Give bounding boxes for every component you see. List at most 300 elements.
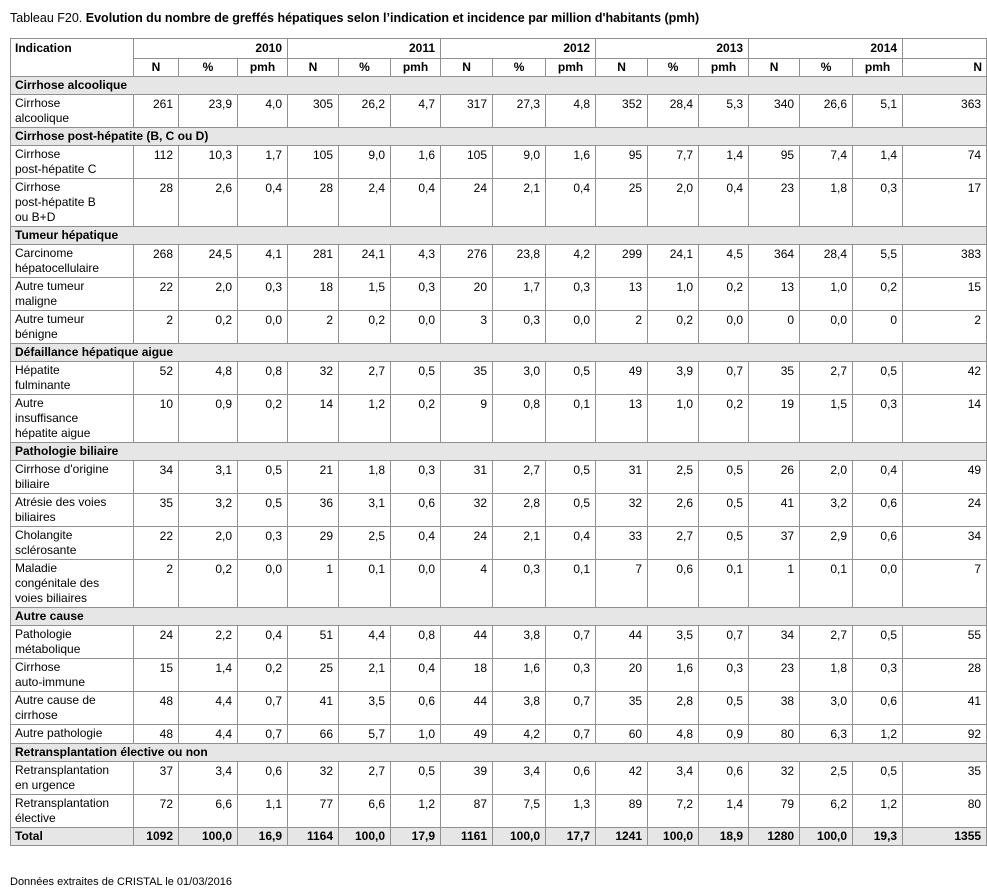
table-cell: 4,4 xyxy=(179,692,238,725)
table-cell: 2,1 xyxy=(493,527,546,560)
table-cell: 0,6 xyxy=(391,494,441,527)
table-cell: 27,3 xyxy=(493,95,546,128)
table-cell: 0,6 xyxy=(648,560,699,608)
table-cell: 22 xyxy=(134,527,179,560)
label-line: Retransplantation xyxy=(15,763,110,777)
indication-label xyxy=(11,146,134,179)
table-row xyxy=(11,494,987,527)
table-cell: 33 xyxy=(596,527,648,560)
indication-label xyxy=(11,245,134,278)
indication-label xyxy=(11,626,134,659)
table-cell: 35 xyxy=(134,494,179,527)
category-row xyxy=(11,744,987,762)
table-cell: 0,3 xyxy=(853,395,903,443)
table-cell: 32 xyxy=(749,762,800,795)
label-line: Cirrhose xyxy=(15,660,61,674)
total-cell: 19,3 xyxy=(853,828,903,846)
table-cell: 1,6 xyxy=(648,659,699,692)
table-cell: 0,0 xyxy=(238,560,288,608)
indication-label xyxy=(11,311,134,344)
total-cell: 17,9 xyxy=(391,828,441,846)
col-n-header: N xyxy=(134,59,179,77)
year-header: 2010 xyxy=(134,39,288,59)
category-row xyxy=(11,227,987,245)
table-cell: 2,7 xyxy=(800,626,853,659)
table-cell: 89 xyxy=(596,795,648,828)
table-cell: 0,6 xyxy=(699,762,749,795)
table-cell: 1,5 xyxy=(339,278,391,311)
table-cell: 0,3 xyxy=(391,461,441,494)
table-cell: 105 xyxy=(441,146,493,179)
indication-label xyxy=(11,362,134,395)
table-cell: 0,5 xyxy=(546,362,596,395)
table-cell: 0,3 xyxy=(853,179,903,227)
table-cell: 0,2 xyxy=(179,311,238,344)
table-cell: 10 xyxy=(134,395,179,443)
table-cell: 0,5 xyxy=(853,362,903,395)
table-cell: 2,8 xyxy=(648,692,699,725)
table-cell: 55 xyxy=(903,626,987,659)
table-cell: 34 xyxy=(749,626,800,659)
indication-label xyxy=(11,795,134,828)
table-cell: 34 xyxy=(903,527,987,560)
table-cell: 25 xyxy=(288,659,339,692)
table-body xyxy=(11,77,987,846)
table-cell: 35 xyxy=(596,692,648,725)
col-pct-header: % xyxy=(648,59,699,77)
table-cell: 0,5 xyxy=(699,461,749,494)
table-cell: 23,9 xyxy=(179,95,238,128)
table-cell: 0,8 xyxy=(493,395,546,443)
table-cell: 41 xyxy=(288,692,339,725)
table-cell: 3,5 xyxy=(648,626,699,659)
table-cell: 24 xyxy=(441,179,493,227)
header-sub-row xyxy=(11,59,987,77)
table-cell: 0,3 xyxy=(493,311,546,344)
label-line: voies biliaires xyxy=(15,591,88,605)
table-cell: 4,8 xyxy=(179,362,238,395)
table-cell: 1 xyxy=(288,560,339,608)
table-cell: 1,0 xyxy=(648,395,699,443)
table-cell: 1,4 xyxy=(853,146,903,179)
table-cell: 95 xyxy=(596,146,648,179)
label-line: en urgence xyxy=(15,778,76,792)
table-cell: 26,6 xyxy=(800,95,853,128)
table-cell: 0,2 xyxy=(699,278,749,311)
table-cell: 0,4 xyxy=(546,527,596,560)
table-cell: 7,5 xyxy=(493,795,546,828)
table-cell: 2,1 xyxy=(493,179,546,227)
label-line: Autre tumeur xyxy=(15,312,85,326)
table-cell: 0,1 xyxy=(800,560,853,608)
table-cell: 1,2 xyxy=(339,395,391,443)
table-cell: 1,3 xyxy=(546,795,596,828)
table-cell: 0,4 xyxy=(391,179,441,227)
table-title xyxy=(10,11,699,25)
total-cell: 100,0 xyxy=(493,828,546,846)
table-cell: 0,3 xyxy=(391,278,441,311)
table-cell: 0 xyxy=(853,311,903,344)
table-cell: 0,0 xyxy=(391,560,441,608)
category-label: Autre cause xyxy=(11,608,987,626)
table-cell: 2,0 xyxy=(800,461,853,494)
table-cell: 0,6 xyxy=(391,692,441,725)
total-cell: 100,0 xyxy=(179,828,238,846)
table-cell: 2,7 xyxy=(339,762,391,795)
table-cell: 24 xyxy=(903,494,987,527)
table-row xyxy=(11,245,987,278)
label-line: post-hépatite B xyxy=(15,195,96,209)
table-cell: 5,3 xyxy=(699,95,749,128)
label-line: élective xyxy=(15,811,56,825)
table-cell: 24,5 xyxy=(179,245,238,278)
table-cell: 42 xyxy=(903,362,987,395)
table-cell: 31 xyxy=(441,461,493,494)
table-container xyxy=(10,38,983,846)
table-row xyxy=(11,362,987,395)
table-cell: 37 xyxy=(749,527,800,560)
table-cell: 5,5 xyxy=(853,245,903,278)
table-cell: 7,2 xyxy=(648,795,699,828)
label-line: biliaires xyxy=(15,510,56,524)
table-cell: 1,2 xyxy=(853,725,903,744)
table-cell: 0,5 xyxy=(391,362,441,395)
table-cell: 9,0 xyxy=(493,146,546,179)
table-cell: 72 xyxy=(134,795,179,828)
table-cell: 80 xyxy=(749,725,800,744)
table-cell: 0,6 xyxy=(238,762,288,795)
table-cell: 18 xyxy=(441,659,493,692)
table-cell: 3,1 xyxy=(179,461,238,494)
table-cell: 0,0 xyxy=(546,311,596,344)
table-cell: 363 xyxy=(903,95,987,128)
table-cell: 1,8 xyxy=(800,659,853,692)
table-row xyxy=(11,795,987,828)
col-pmh-header: pmh xyxy=(391,59,441,77)
table-cell: 51 xyxy=(288,626,339,659)
label-line: post-hépatite C xyxy=(15,162,97,176)
table-cell: 1,4 xyxy=(179,659,238,692)
label-line: insuffisance xyxy=(15,411,79,425)
indication-label xyxy=(11,95,134,128)
table-cell: 1,6 xyxy=(391,146,441,179)
table-cell: 10,3 xyxy=(179,146,238,179)
table-cell: 1,5 xyxy=(800,395,853,443)
table-cell: 0,5 xyxy=(391,762,441,795)
table-cell: 39 xyxy=(441,762,493,795)
table-cell: 26,2 xyxy=(339,95,391,128)
table-cell: 0,3 xyxy=(238,278,288,311)
table-cell: 0,6 xyxy=(853,527,903,560)
table-cell: 74 xyxy=(903,146,987,179)
table-cell: 9 xyxy=(441,395,493,443)
label-line: cirrhose xyxy=(15,708,58,722)
table-cell: 2 xyxy=(596,311,648,344)
table-cell: 1,6 xyxy=(546,146,596,179)
table-cell: 4,0 xyxy=(238,95,288,128)
table-cell: 4,3 xyxy=(391,245,441,278)
table-cell: 2,2 xyxy=(179,626,238,659)
table-cell: 32 xyxy=(288,762,339,795)
indication-label xyxy=(11,461,134,494)
label-line: Hépatite xyxy=(15,363,60,377)
table-cell: 2,6 xyxy=(648,494,699,527)
table-cell: 19 xyxy=(749,395,800,443)
table-cell: 2,1 xyxy=(339,659,391,692)
indication-label xyxy=(11,395,134,443)
total-cell: 1161 xyxy=(441,828,493,846)
table-cell: 1,8 xyxy=(800,179,853,227)
table-cell: 3,0 xyxy=(800,692,853,725)
col-n-header: N xyxy=(596,59,648,77)
col-n-header: N xyxy=(441,59,493,77)
table-cell: 48 xyxy=(134,692,179,725)
table-row xyxy=(11,560,987,608)
table-cell: 3,4 xyxy=(179,762,238,795)
table-cell: 1,1 xyxy=(238,795,288,828)
table-cell: 14 xyxy=(288,395,339,443)
year-header: 2012 xyxy=(441,39,596,59)
label-line: Atrésie des voies xyxy=(15,495,107,509)
table-cell: 0,1 xyxy=(546,560,596,608)
table-cell: 4,8 xyxy=(648,725,699,744)
total-cell: 100,0 xyxy=(339,828,391,846)
table-cell: 2,6 xyxy=(179,179,238,227)
label-line: biliaire xyxy=(15,477,50,491)
table-row xyxy=(11,311,987,344)
col-pct-header: % xyxy=(493,59,546,77)
table-row xyxy=(11,527,987,560)
table-cell: 0,5 xyxy=(853,626,903,659)
table-cell: 268 xyxy=(134,245,179,278)
label-line: hépatocellulaire xyxy=(15,261,100,275)
table-cell: 2 xyxy=(903,311,987,344)
table-cell: 41 xyxy=(749,494,800,527)
total-cell: 17,7 xyxy=(546,828,596,846)
table-cell: 3,2 xyxy=(179,494,238,527)
table-cell: 0,0 xyxy=(699,311,749,344)
table-row xyxy=(11,692,987,725)
table-cell: 0,4 xyxy=(391,659,441,692)
table-cell: 7,7 xyxy=(648,146,699,179)
table-row xyxy=(11,659,987,692)
table-cell: 305 xyxy=(288,95,339,128)
label-line: alcoolique xyxy=(15,111,70,125)
table-cell: 13 xyxy=(596,395,648,443)
table-cell: 3,5 xyxy=(339,692,391,725)
table-cell: 22 xyxy=(134,278,179,311)
table-cell: 6,6 xyxy=(179,795,238,828)
category-row xyxy=(11,128,987,146)
year-header: 2011 xyxy=(288,39,441,59)
table-cell: 0,4 xyxy=(238,626,288,659)
table-cell: 0,2 xyxy=(238,659,288,692)
table-cell: 4,8 xyxy=(546,95,596,128)
total-cell: 100,0 xyxy=(648,828,699,846)
label-line: ou B+D xyxy=(15,210,56,224)
table-cell: 0,5 xyxy=(699,494,749,527)
table-cell: 49 xyxy=(903,461,987,494)
col-pmh-header: pmh xyxy=(546,59,596,77)
table-cell: 23,8 xyxy=(493,245,546,278)
col-pmh-header: pmh xyxy=(853,59,903,77)
table-cell: 112 xyxy=(134,146,179,179)
table-cell: 0,5 xyxy=(546,494,596,527)
table-cell: 17 xyxy=(903,179,987,227)
table-cell: 6,6 xyxy=(339,795,391,828)
table-cell: 4,4 xyxy=(339,626,391,659)
table-cell: 3,9 xyxy=(648,362,699,395)
label-line: Cirrhose xyxy=(15,96,61,110)
table-cell: 364 xyxy=(749,245,800,278)
table-cell: 0,5 xyxy=(546,461,596,494)
table-cell: 2,5 xyxy=(800,762,853,795)
table-cell: 2,7 xyxy=(648,527,699,560)
table-cell: 0,2 xyxy=(238,395,288,443)
table-row xyxy=(11,461,987,494)
table-cell: 24 xyxy=(134,626,179,659)
indication-label xyxy=(11,725,134,744)
table-cell: 23 xyxy=(749,659,800,692)
table-cell: 105 xyxy=(288,146,339,179)
table-cell: 0,2 xyxy=(391,395,441,443)
table-cell: 44 xyxy=(441,692,493,725)
table-cell: 0,4 xyxy=(853,461,903,494)
data-table xyxy=(10,38,987,846)
col-n-header: N xyxy=(749,59,800,77)
category-label: Défaillance hépatique aigue xyxy=(11,344,987,362)
table-cell: 1,4 xyxy=(699,146,749,179)
table-cell: 3,4 xyxy=(493,762,546,795)
category-label: Cirrhose post-hépatite (B, C ou D) xyxy=(11,128,987,146)
table-row xyxy=(11,179,987,227)
category-row xyxy=(11,608,987,626)
table-cell: 4,2 xyxy=(493,725,546,744)
category-label: Cirrhose alcoolique xyxy=(11,77,987,95)
total-cell: 16,9 xyxy=(238,828,288,846)
table-row xyxy=(11,278,987,311)
table-cell: 0,4 xyxy=(699,179,749,227)
table-cell: 9,0 xyxy=(339,146,391,179)
table-cell: 0,6 xyxy=(853,494,903,527)
table-cell: 41 xyxy=(903,692,987,725)
table-cell: 49 xyxy=(596,362,648,395)
table-cell: 0,6 xyxy=(853,692,903,725)
table-cell: 4,1 xyxy=(238,245,288,278)
col-pct-header: % xyxy=(339,59,391,77)
table-cell: 2,9 xyxy=(800,527,853,560)
label-line: Cirrhose xyxy=(15,180,61,194)
table-cell: 4 xyxy=(441,560,493,608)
table-cell: 2 xyxy=(134,560,179,608)
table-cell: 21 xyxy=(288,461,339,494)
table-cell: 3 xyxy=(441,311,493,344)
table-cell: 1,0 xyxy=(391,725,441,744)
table-cell: 1,0 xyxy=(648,278,699,311)
table-cell: 44 xyxy=(441,626,493,659)
label-line: Autre pathologie xyxy=(15,726,103,740)
table-cell: 29 xyxy=(288,527,339,560)
table-cell: 0,3 xyxy=(238,527,288,560)
category-label: Tumeur hépatique xyxy=(11,227,987,245)
table-cell: 0,0 xyxy=(238,311,288,344)
total-cell: 1164 xyxy=(288,828,339,846)
col-pct-header: % xyxy=(179,59,238,77)
label-line: Cirrhose xyxy=(15,147,61,161)
table-row xyxy=(11,95,987,128)
table-cell: 0,1 xyxy=(339,560,391,608)
label-line: Maladie xyxy=(15,561,58,575)
table-cell: 6,2 xyxy=(800,795,853,828)
label-line: Retransplantation xyxy=(15,796,110,810)
table-cell: 28 xyxy=(288,179,339,227)
table-cell: 32 xyxy=(596,494,648,527)
table-cell: 80 xyxy=(903,795,987,828)
table-cell: 1,8 xyxy=(339,461,391,494)
table-title-text: Evolution du nombre de greffés hépatiques selon l’indication et incidence par million d'habitants (pmh) xyxy=(85,11,700,25)
table-cell: 48 xyxy=(134,725,179,744)
year-header: 2013 xyxy=(596,39,749,59)
label-line: sclérosante xyxy=(15,543,77,557)
table-cell: 66 xyxy=(288,725,339,744)
table-row xyxy=(11,395,987,443)
table-cell: 87 xyxy=(441,795,493,828)
table-cell: 0,5 xyxy=(238,461,288,494)
category-row xyxy=(11,77,987,95)
table-cell: 34 xyxy=(134,461,179,494)
table-row xyxy=(11,762,987,795)
table-cell: 4,7 xyxy=(391,95,441,128)
table-cell: 0,7 xyxy=(546,692,596,725)
table-cell: 52 xyxy=(134,362,179,395)
table-cell: 13 xyxy=(749,278,800,311)
source-note: Données extraites de CRISTAL le 01/03/2016 xyxy=(10,876,232,888)
table-cell: 28 xyxy=(134,179,179,227)
table-cell: 0,9 xyxy=(179,395,238,443)
table-cell: 2,4 xyxy=(339,179,391,227)
table-cell: 0,4 xyxy=(238,179,288,227)
category-label: Retransplantation élective ou non xyxy=(11,744,987,762)
table-cell: 92 xyxy=(903,725,987,744)
table-cell: 0,9 xyxy=(699,725,749,744)
table-cell: 1,7 xyxy=(493,278,546,311)
table-number: Tableau F20. xyxy=(10,11,83,25)
table-cell: 4,5 xyxy=(699,245,749,278)
label-line: maligne xyxy=(15,294,58,308)
table-cell: 1 xyxy=(749,560,800,608)
indication-label xyxy=(11,692,134,725)
table-cell: 1,6 xyxy=(493,659,546,692)
table-row xyxy=(11,626,987,659)
indication-label xyxy=(11,179,134,227)
table-cell: 0,5 xyxy=(699,527,749,560)
table-cell: 383 xyxy=(903,245,987,278)
table-cell: 317 xyxy=(441,95,493,128)
table-cell: 13 xyxy=(596,278,648,311)
col-n-header: N xyxy=(288,59,339,77)
table-cell: 261 xyxy=(134,95,179,128)
table-cell: 0,8 xyxy=(391,626,441,659)
table-cell: 24,1 xyxy=(339,245,391,278)
table-cell: 0,3 xyxy=(546,278,596,311)
year-header-partial xyxy=(903,39,987,59)
table-cell: 1,7 xyxy=(238,146,288,179)
table-cell: 0,3 xyxy=(493,560,546,608)
table-cell: 2 xyxy=(134,311,179,344)
table-cell: 5,1 xyxy=(853,95,903,128)
col-pmh-header: pmh xyxy=(699,59,749,77)
table-cell: 0,7 xyxy=(546,626,596,659)
